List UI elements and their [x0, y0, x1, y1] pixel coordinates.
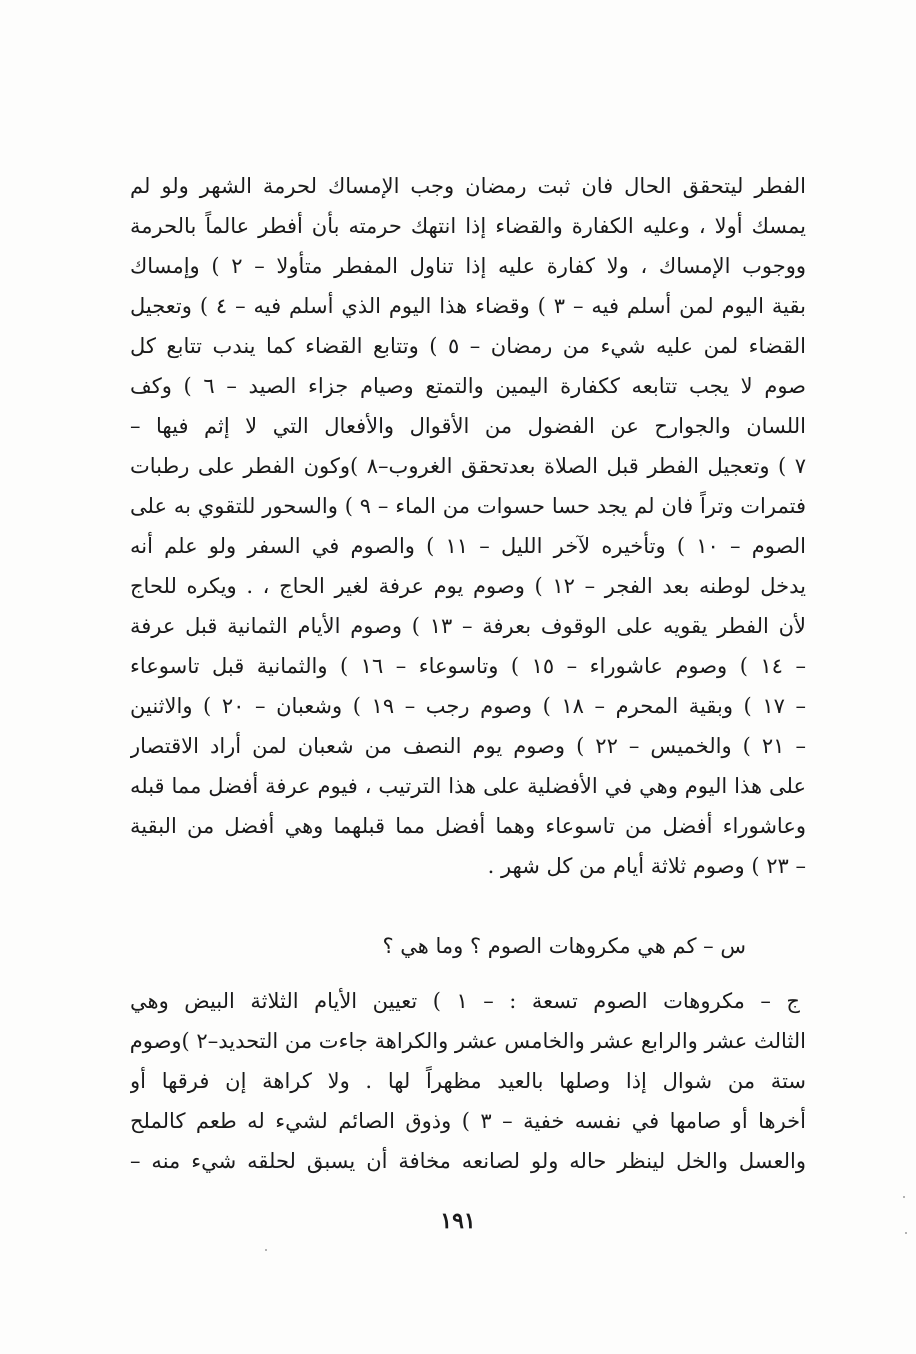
text-line: بقية اليوم لمن أسلم فيه – ٣ ) وقضاء هذا اليوم الذي أسلم فيه – ٤ ) وتعجيل	[130, 294, 806, 318]
scan-speck	[265, 1249, 267, 1251]
text-line: الفطر ليتحقق الحال فان ثبت رمضان وجب الإمساك لحرمة الشهر ولو لم	[130, 174, 806, 198]
text-line: ٧ ) وتعجيل الفطر قبل الصلاة بعدتحقق الغروب–٨ )وكون الفطر على رطبات	[130, 454, 806, 478]
text-line: فتمرات وتراً فان لم يجد حسا حسوات من الماء – ٩ ) والسحور للتقوي به على	[130, 494, 806, 518]
text-line: – ١٤ ) وصوم عاشوراء – ١٥ ) وتاسوعاء – ١٦ ) والثمانية قبل تاسوعاء	[130, 654, 806, 678]
text-line: الثالث عشر والرابع عشر والخامس عشر والكراهة جاءت من التحديد–٢ )وصوم	[130, 1029, 806, 1053]
page-number: ١٩١	[440, 1208, 476, 1234]
text-line: على هذا اليوم وهي في الأفضلية على هذا الترتيب ، فيوم عرفة أفضل مما قبله	[130, 774, 806, 798]
text-line: ج – مكروهات الصوم تسعة : – ١ ) تعيين الأيام الثلاثة البيض وهي	[130, 989, 800, 1013]
text-line: يدخل لوطنه بعد الفجر – ١٢ ) وصوم يوم عرفة لغير الحاج ، . ويكره للحاج	[130, 574, 806, 598]
text-line: لأن الفطر يقويه على الوقوف بعرفة – ١٣ ) وصوم الأيام الثمانية قبل عرفة	[130, 614, 806, 638]
text-line: القضاء لمن عليه شيء من رمضان – ٥ ) وتتابع القضاء كما يندب تتابع كل	[130, 334, 806, 358]
question-heading	[130, 926, 806, 966]
text-line: – ١٧ ) وبقية المحرم – ١٨ ) وصوم رجب – ١٩ ) وشعبان – ٢٠ ) والاثنين	[130, 694, 806, 718]
text-line: – ٢١ ) والخميس – ٢٢ ) وصوم يوم النصف من شعبان لمن أراد الاقتصار	[130, 734, 806, 758]
text-line: يمسك أولا ، وعليه الكفارة والقضاء إذا انتهك حرمته بأن أفطر عالماً بالحرمة	[130, 214, 806, 238]
scan-speck	[905, 1232, 907, 1234]
text-line: الصوم – ١٠ ) وتأخيره لآخر الليل – ١١ ) والصوم في السفر ولو علم أنه	[130, 534, 806, 558]
text-line: اللسان والجوارح عن الفضول من الأقوال والأفعال التي لا إثم فيها –	[130, 414, 806, 438]
text-line: وعاشوراء أفضل من تاسوعاء وهما أفضل مما قبلهما وهي أفضل من البقية	[130, 814, 806, 838]
paragraph-recommended-fasting	[130, 166, 806, 886]
text-line: ووجوب الإمساك ، ولا كفارة عليه إذا تناول المفطر متأولا – ٢ ) وإمساك	[130, 254, 806, 278]
text-line: صوم لا يجب تتابعه ككفارة اليمين والتمتع وصيام جزاء الصيد – ٦ ) وكف	[130, 374, 806, 398]
text-line: ستة من شوال إذا وصلها بالعيد مظهراً لها . ولا كراهة إن فرقها أو	[130, 1069, 806, 1093]
text-line: – ٢٣ ) وصوم ثلاثة أيام من كل شهر .	[487, 854, 806, 878]
scan-speck	[903, 1196, 905, 1198]
question-text: س – كم هي مكروهات الصوم ؟ وما هي ؟	[382, 934, 746, 958]
text-line: أخرها أو صامها في نفسه خفية – ٣ ) وذوق الصائم لشيء له طعم كالملح	[130, 1109, 806, 1133]
text-line: والعسل والخل لينظر حاله ولو لصانعه مخافة أن يسبق لحلقه شيء منه –	[130, 1149, 806, 1173]
paragraph-disliked-fasting	[130, 981, 806, 1181]
